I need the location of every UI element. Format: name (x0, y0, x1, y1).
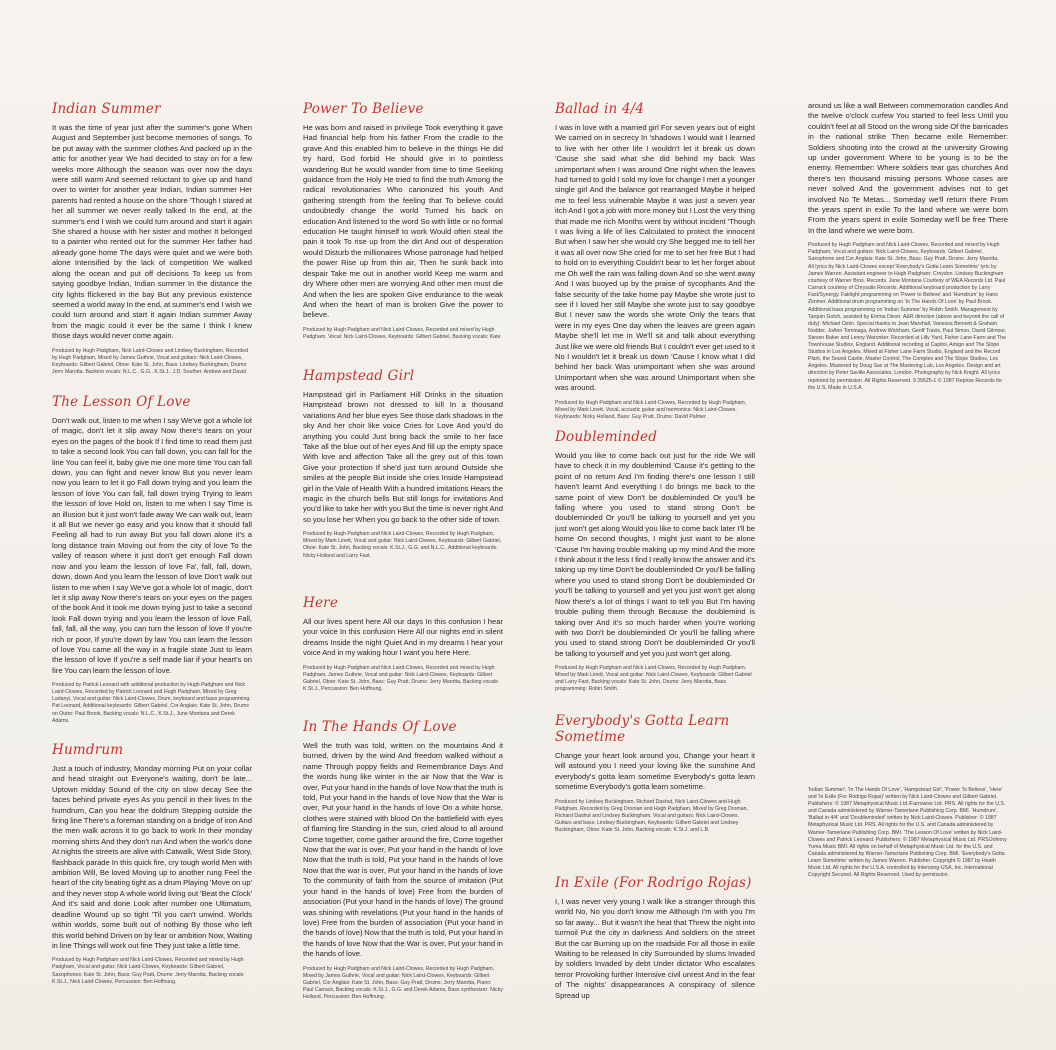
column-4 (808, 101, 1008, 879)
song-lyrics: He was born and raised in privilege Took everything it gave Had financial help from his father From the cradle to the grave And this enabled him to believe in the things He did try hard, God forbid He should give in to pointless wandering But he would wander from time to time Seeking guidance from the Holy He tried to find the truth Among the radical revolutionaries Who canonized his youth And gathering strength from the feeling that To believe could undoubtedly change the world Turned his back on education And listened to the word So with little or no formal education He taught himself to work Would often steal the pain it took To rise up from the dirt And out of desperation would Disturb the millionaires Whose patronage had helped the power Rise up from thin air, Then he sunk back into despair Take me out in another world Keep me warm and dry Where other men are worrying And other men must die And when the lies are spoken Give endurance to the weak And when the heart of man is broken Give the power to believe. (303, 123, 503, 320)
song-credits: Produced by Hugh Padgham, Nick Laird-Clowes and Lindsey Buckingham, Recorded by Hugh Padgham, Mixed by James Guthrie, Vocal and guitars: Nick Laird-Clowes, Keyboards: Gilbert Gabriel, Oboe: Kate St. John, Bass: Lindsey Buckingham, Drums: Jerry Marotta, Backing vocals: N.L.C., G.G., K.St.J., J.D. Souther, Andrew and David (52, 347, 249, 373)
song-lyrics: Well the truth was told, written on the mountains And it burned, driven by the wind And freedom walked without a name Through poppy fields and Remembrance Days And the words hung like winter in the air Now that the War is over, Put your hand in the hands of love Now that the truth is told, Put your hand in the hands of love Now that the War is over, Put your hand in the hands of love On a white horse, clothes were stained with blood On the battlefield with eyes of flaming fire Standing in the sun, cried aloud to all around Come together, come gather around the fire, Come together Now that the war is over, Put your hand in the hands of love Now that the truth is told, Put your hand in the hands of love Now that the war is over, Put your hand in the hands of love To the community of faith from the source of imitation (Put your hand in the hands of love) Free from the burden of association (Put your hand in the hands of love) The ground was shining with revelations (Put your hand in the hands of love) Free from the burden of association (Put your hand in the hands of love) Now that the truth is told, Put your hand in the hands of love Now that the War is over, Put your hand in the hands of love. (303, 741, 503, 959)
song-humdrum (52, 742, 252, 1027)
song-credits: Produced by Lindsey Buckingham, Richard Dashut, Nick Laird-Clowes and Hugh Padgham, Recorded by Greg Droman and Hugh Padgham, Mixed by Greg Droman, Richard Dashut and Lindsey Buckingham, Vocal and guitars: Nick Laird-Clowes, Guitars and bass: Lindsey Buckingham, Keyboards: Gilbert Gabriel and Lindsey Buckingham, Oboe: Kate St. John, Backing vocals: K.St.J. and L.B. (555, 798, 748, 833)
song-lyrics: It was the time of year just after the summer's gone When August and September just become memories of songs. To be put away with the summer clothes And packed up in the attic for another year We had decided to stay on for a few weeks more Although the season was over now the days were still warm And seemed reluctant to give up and hand over to winter for another year Indian, Indian summer Her parents had rented a house on the shore 'Though I stared at her all summer we never really talked In the end, at the summer's end I wish we could turn around and start it again She shared a house with her sister and mother It belonged to a painter who rented out for the summer Her father had already gone home The days were quiet and we were both alone Intensified by the lack of competition We walked along the ocean and put off decisions To keep us from saying goodbye Indian, Indian summer In the distance the city lights flickered in the bay But any previous existence seemed a world away In the end, at summer's end I wish we could turn around and start it again Indian summer Away from the magic could it ever be the same I think I knew those days would never come again. (52, 123, 252, 341)
song-title: Humdrum (52, 742, 124, 758)
song-lyrics: Just a touch of industry, Monday morning Put on your collar and head straight out Everyone's waiting, don't be late... Uptown midday Sound of the city on slow decay See the faces behind private eyes As you pencil in their lives In the humdrum, Can you hear the doldrum Stepping outside the firing line There's a foreman standing on a bridge of iron And the men walk across it to go back to work In their monday morning shirts And they don't run And when the work's done At nights the streets are alive with Catwalk, West Side Story, flashback parade In this quick fire, cry tough world Men with ambition Will, Be loved Moving up to another rung Feel the heart of the city beating tight as a drum Playing 'Move on up' and they never stop A whole world living out 'Beat the Clock' And it's said and done Look after number one Ultimatum, deadline Wound up so tight 'Til you can't unwind. Worlds within worlds, some built out of nothing By those who left this world behind Driven on by fear or ambition Now, Waiting in line Things will work out fine They just take a little time. (52, 764, 252, 950)
song-in-exile-continued (808, 101, 1008, 261)
song-credits: Produced by Hugh Padgham and Nick Laird-Clowes, Recorded and mixed by Hugh Padgham, Vocal and guitar: Nick Laird-Clowes, Keyboards: Gilbert Gabriel, Saxophones: Kate St. John, Bass: Guy Pratt, Drums: Jerry Marotta, Backing vocals: K.St.J., Nick Laird-Clowes, Percussion: Ben Hoffnung. (52, 957, 245, 985)
song-title: Everybody's Gotta Learn Sometime (555, 713, 730, 745)
song-title: Doubleminded (555, 429, 658, 445)
song-lyrics: Would you like to come back out just for the ride We will have to check it in my doublemind 'Cause it's getting to the point of no return And I'm finding there's one lesson I still haven't learnt And everything I do brings me back to the same point of view Don't be doubleminded Or you'll be falling where you used to stand strong Don't be doubleminded Or you'll be talking to yourself and yet you just won't get along Would you like to come back later I'll be home On second thoughts, I might just want to be alone 'Cause I'm having trouble making up my mind And the more I think about it the less I find I really know the answer and it's taking up my time Don't be doubleminded Or you'll be falling where you used to stand strong Don't be doubleminded Or you'll be talking to yourself and yet you just won't get along Now there's a lot of things I want to tell you But I'm having trouble pulling them through Because the doublemind is taking over And it's so much harder when you're working with two Don't be doubleminded Or you'll be falling where you used to stand strong Don't be doubleminded Or you'll be talking to yourself and yet you just won't get along. (555, 451, 755, 658)
song-everybodys-gotta-learn (555, 713, 755, 873)
column-2 (303, 101, 503, 1000)
song-doubleminded (555, 429, 755, 695)
song-credits: Produced by Hugh Padgham and Nick Laird-Clowes, Recorded by Hugh Padgham, Mixed by Mark Linett, Vocal and guitar: Nick Laird-Clowes, Keyboards: Gilbert Gabriel, Oboe: Kate St. John, Backing vocals: K.St.J., G.G. and N.L.C., Additional keyboards: Nicky Holland and Larry Fast. (303, 531, 502, 559)
song-title: Power To Believe (303, 101, 424, 117)
song-lyrics: around us like a wall Between commemoration candles And the twelve o'clock curfew You started to feel less Until you couldn't feel at all Stood on the wrong side Of the barricades in the national strike Then became exile Remember: Soldiers shooting into the crowd at the university Growing up under government Where to be young is to be the enemy. Remember: Where soldiers tear gas churches And there's ten thousand missing persons Whose cases are never solved And the government advises not to get involved No Te Metas... Someday we'll return there From the years spent in exile To the land where we were born From the years spent in exile Someday we'll be free There In the land where we were born. (808, 101, 1008, 235)
song-lyrics: Hampstead girl in Parliament Hill Drinks in the situation Hampstead brown not dressed to kill In a thousand variations And her blue eyes See those dark shadows in the sky And her choir like voice Cries for Love And you'd do anything you could Just bring back the smile to her face Take all the blue out of her eyes And fill up the empty space With love and affection Take all the grey out of this town Give your protection If she'd just turn around Outside she smiles at the people But inside she cries Inside Hampstead girl in the Vale of Health With a hundred imitations Hears the magic in the church bells But still longs for invitations And you'd like to take her with you But the time is never right And so you lose her When you go back to the other side of town. (303, 390, 503, 524)
song-credits: Produced by Patrick Leonard with additional production by Hugh Padgham and Nick Laird-Clowes, Recorded by Patrick Leonard and Hugh Padgham, Mixed by Greg Ladanyi, Vocal and guitar: Nick Laird-Clowes, Drum, keyboard and bass programming: Pat Leonard, Additional keyboards: Gilbert Gabriel, Cor Anglais: Kate St. John, Drums on Outro: Paul Brook, Backing vocals: N.L.C., K.St.J., June Montana and Derek Adams. (52, 682, 251, 724)
song-lesson-of-love (52, 394, 252, 736)
song-credits: Produced by Hugh Padgham and Nick Laird-Clowes, Recorded and mixed by Hugh Padgham, Vocal: Nick Laird-Clowes, Keyboards: Gilbert Gabriel, Backing vocals: Kate (303, 326, 501, 340)
song-credits: Produced by Hugh Padgham and Nick Laird-Clowes, Recorded by Hugh Padgham, Mixed by James Guthrie, Vocal and guitar: Nick Laird-Clowes, Keyboards: Gilbert Gabriel, Cor Anglais: Kate St. John, Bass: Guy Pratt, Drums: Jerry Marotta, Piano: Paul Carrack, Backing vocals: K.St.J., G.G. and Derek Adams, Bass synthesizer: Nicky Holland, Percussion: Ben Hoffnung. (303, 965, 503, 1000)
song-title: In The Hands Of Love (303, 719, 457, 735)
song-hampstead-girl (303, 368, 503, 588)
song-credits: Produced by Hugh Padgham and Nick Laird-Clowes, Recorded by Hugh Padgham, Mixed by Mark Linett, Vocal and guitar: Nick Laird-Clowes, Keyboards: Gilbert Gabriel and Larry Fast, Backing vocals: Kate St. John, Drums: Jerry Marotta, Bass programming: Robin Smith. (555, 665, 752, 693)
song-credits: Produced by Hugh Padgham and Nick Laird-Clowes, Recorded and mixed by Hugh Padgham, James Guthrie, Vocal and guitar: Nick Laird-Clowes, Keyboards: Gilbert Gabriel, Oboe: Kate St. John, Bass: Guy Pratt, Drums: Jerry Marotta, Backing vocals: K.St.J., Percussion: Ben Hoffnung. (303, 664, 500, 692)
song-lyrics: All our lives spent here All our days In this confusion I hear your voice In this confusion Here All our nights end in silent dreams Inside the night Quiet And in my dreams I hear your voice And in my waking hour I want you here Here. (303, 617, 503, 658)
song-title: Ballad in 4/4 (555, 101, 645, 117)
column-1 (52, 101, 252, 985)
column-3 (555, 101, 755, 1000)
song-in-exile (555, 875, 755, 1035)
general-credits: All lyrics by Nick Laird-Clowes except 'Everybody's Gotta Learn Sometime' lyric by James Warren. Assistant engineer to Hugh Padgham: Croydon. Lindsey Buckingham courtesy of Warner Bros. Records. June Montana Courtesy of WEA Records Ltd. Paul Carrack courtesy of Chrysalis Records. Additional keyboard production by Larry Fast/Synergy. Fairlight programming on 'Power to Believe' and 'Humdrum' by Hans Zimmer. Additional drum programming on 'In The Hands Of Love' by Paul Brook. Additional bass programming on 'Indian Summer' by Robin Smith. Management by Tarquin Gotch, assisted by Emma Dixon. A&R direction (above and beyond the call of duty): Michael Ostin. Special thanks to Jean Marshall, Vanessa Bennett & Graham Nodder, JoAnn Tominaga, Andrew Wickham, Geoff Travis, Paul Simon, David Gilmour, Steven Baker and Lenny Waronker. Recorded at Lilly Yard, Fisher Lane Farm and The Townhouse Studios, England. Additional recording at Capitol, Amigo and The Slope Studios in Los Angeles. Mixed at Fisher Lane Farm Studio, England and the Record Plant, the Sound Castle, Master Control, The Complex and The Slope Studios, Los Angeles. Mastered by Doug Sax at The Mastering Lab, Los Angeles. Design and art direction by Peter Saville Associates, London. Photography by Nick Knight. All lyrics reprinted by permission. All Rights Reserved. 9 25625-1 © 1987 Reprise Records for the U.S. Made in U.S.A. (808, 264, 1007, 391)
song-in-the-hands-of-love (303, 719, 503, 1019)
song-power-to-believe (303, 101, 503, 341)
publishing-credits: 'Indian Summer', 'In The Hands Of Love', 'Hampstead Girl', 'Power To Believe', 'Here' and 'In Exile (For Rodrigo Rojas)' written by Nick Laird-Clowes and Gilbert Gabriel. Publishers: © 1987 Metaphysical Music Ltd./Farrowise Ltd. PRS. All rights for the U.S. and Canada administered by Warner-Tamerlane Publishing Corp. BMI. 'Humdrum', 'Ballad in 4/4' and 'Doubleminded' written by Nick Laird-Clowes. Publisher: © 1987 Metaphysical Music Ltd. PRS. All rights for the U.S. and Canada administered by Warner-Tamerlane Publishing Corp. BMI. 'The Lesson Of Love' written by Nick Laird-Clowes and Patrick Leonard. Publishers: © 1987 Metaphysical Music Ltd. PRS/Johnny Yuma Music BMI. All rights on behalf of Metaphysical Music Ltd. for the U.S. and Canada administered by Warner-Tamerlane Publishing Corp. BMI. 'Everybody's Gotta Learn Sometime' written by James Warren. Publisher: Copyright © 1987 by Heath Music Ltd. All rights for the U.S.A. controlled by Intersong-USA, Inc. International Copyright Secured. All Rights Reserved. Used by permission. (808, 787, 1007, 879)
song-title: The Lesson Of Love (52, 394, 191, 410)
song-indian-summer (52, 101, 252, 373)
song-here (303, 595, 503, 705)
song-lyrics: I, I was never very young I walk like a stranger through this world No, No you don't know me Although I'm with you I'm so far away... But it wasn't the heat that Threw the night into turmoil Put the city in darkness And soldiers on the street But the car Burning up on the roadside For all those in exile Waiting to be released In city Surrounded by slums Invaded by soldiers Invaded by debt Under dictator Who escalates terror Provoking further Intensive civil unrest And in the fear of The nights' disappearances A conspiracy of silence Spread up (555, 897, 755, 1000)
song-title: Indian Summer (52, 101, 161, 117)
song-ballad-in-4-4 (555, 101, 755, 419)
song-credits: Produced by Hugh Padgham and Nick Laird-Clowes, Recorded by Hugh Padgham, Mixed by Mark Linett, Vocal, acoustic guitar and harmonica: Nick Laird-Clowes, Keyboards: Nicky Holland, Bass: Guy Pratt, Drums: David Palmer. (555, 399, 747, 419)
song-lyrics: I was in love with a married girl For seven years out of eight We carried on in secrecy In 'shadows I would wait I learned to live with her other life I wouldn't let it break us down 'Cause she said what she did behind my back Was unimportant when I was around One night when the leaves had turned to gold I sold my love for change I met a younger single girl And the balance got rearranged Maybe it helped me to feel less vulnerable Maybe it was just a seven year itch And I got a job with more money but I Lost the very thing that made me rich Months went by without incident 'Though I was living a life of lies Calculated to protect the innocent But when I saw her she would cry She begged me to tell her it was all over now She cried for me to set her free But I had to hold on to everything Couldn't bear to let her forget about me Oh well the rain was falling down And so she went away And I was buoyed up by the praise of sycophants And the false security of the take home pay Maybe she wrote just to see if I loved her still Maybe she wrote just to say goodbye But I never saw the words she wrote Only the tears that were in my eyes One day when the leaves are green again Maybe she'll let me in We'll sit and talk about everything Just like we were old friends But I couldn't ever get used to it No I wouldn't let it break us down 'Cause I know what I did behind her back Was unimportant when she was around Unimportant when she was around Unimportant when she was around. (555, 123, 755, 393)
song-title: Hampstead Girl (303, 368, 415, 384)
song-lyrics: Don't walk out, listen to me when I say We've got a whole lot of magic, don't let it slip away Now there's tears on your eyes on the pages of the book If I find time to read them just to take a second look You can fall down, you can fall for the line You can feel it, baby give me one more time You can fall down, you can fight and never know But you never learn now you learn to let it go Fall down trying and you learn the lesson of love You can fall, fall down trying Trying to learn the lesson of love Hold on, listen to me when I say Time is an illusion but it just won't fade away We can walk out, learn it all But we never go easy and you know that it should fall Feeling all had to run away But you fall down alone it's a long distance train Moving out from the city of love To the valley of reason where it just don't get enough Fall down now and you learn the lesson of love Fa', fall, fall, down, down, down And you learn the lesson of love Don't walk out listen to me when I say We've got a whole lot of magic, don't let it slip away Now there's tears on your eyes on the pages of the book And it took me down trying just to take a second look Fall down trying and you learn the lesson of love Fall, fall, fall, all the way, you can turn the lesson of love If you're rich or poor, If you're down by law You can learn the lesson of love You came all the way in a fragile state Just to learn the lesson of love If you're a self made liar if your heart's on fire You can learn the lesson of love. (52, 416, 252, 675)
song-lyrics: Change your heart look around you, Change your heart it will astound you I need your loving like the sunshine And everybody's gotta learn sometime Everybody's gotta learn sometime Everybody's gotta learn sometime. (555, 751, 755, 792)
song-credits: Produced by Hugh Padgham and Nick Laird-Clowes, Recorded and mixed by Hugh Padgham, Vocal and guitars: Nick Laird-Clowes, Keyboards: Gilbert Gabriel, Saxophone and Cor Anglais: Kate St. John, Bass: Guy Pratt, Drums: Jerry Marotta, (808, 242, 1000, 261)
song-title: In Exile (For Rodrigo Rojas) (555, 875, 752, 891)
song-title: Here (303, 595, 339, 611)
